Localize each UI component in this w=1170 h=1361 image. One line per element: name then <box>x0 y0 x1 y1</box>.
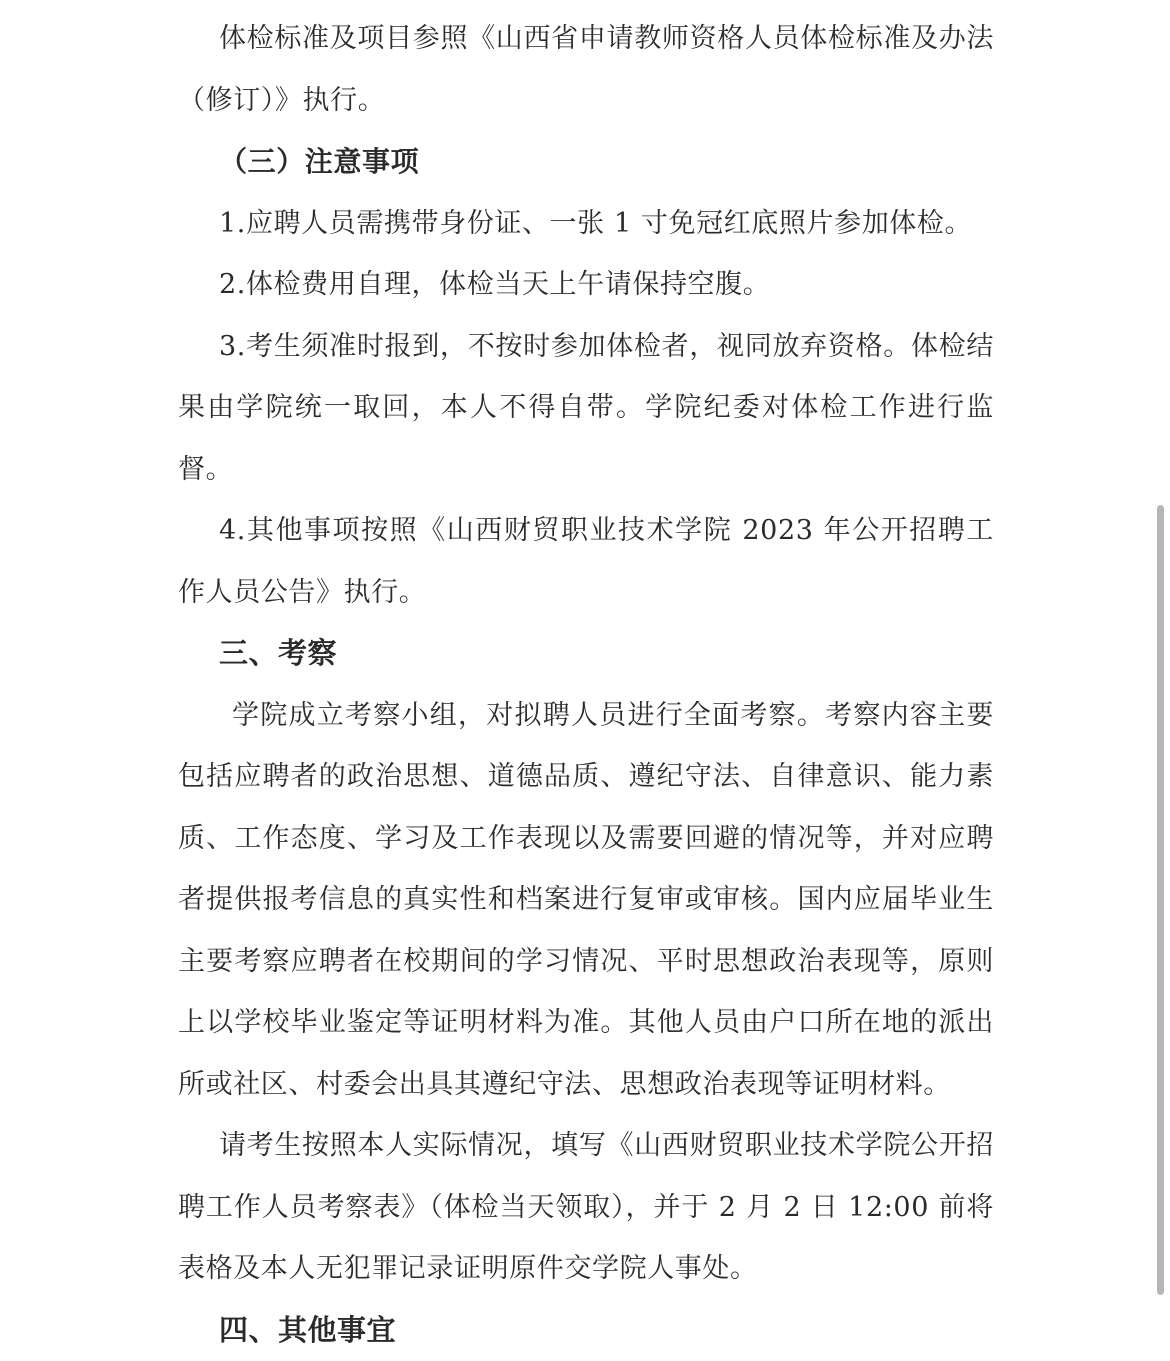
paragraph-inspection-form: 请考生按照本人实际情况，填写《山西财贸职业技术学院公开招聘工作人员考察表》（体检当天领取），并于 2 月 2 日 12:00 前将表格及本人无犯罪记录证明原件交学院人事处。 <box>178 1115 994 1300</box>
paragraph-exam-standard: 体检标准及项目参照《山西省申请教师资格人员体检标准及办法（修订）》执行。 <box>178 8 994 131</box>
note-item-2: 2.体检费用自理，体检当天上午请保持空腹。 <box>178 254 994 316</box>
note-item-4: 4.其他事项按照《山西财贸职业技术学院 2023 年公开招聘工作人员公告》执行。 <box>178 500 994 623</box>
section-heading-notes: （三）注意事项 <box>178 131 994 193</box>
paragraph-inspection: 学院成立考察小组，对拟聘人员进行全面考察。考察内容主要包括应聘者的政治思想、道德品质、遵纪守法、自律意识、能力素质、工作态度、学习及工作表现以及需要回避的情况等，并对应聘者提供报考信息的真实性和档案进行复审或审核。国内应届毕业生主要考察应聘者在校期间的学习情况、平时思想政治表现等，原则上以学校毕业鉴定等证明材料为准。其他人员由户口所在地的派出所或社区、村委会出具其遵纪守法、思想政治表现等证明材料。 <box>178 685 994 1116</box>
note-item-1: 1.应聘人员需携带身份证、一张 1 寸免冠红底照片参加体检。 <box>178 193 994 255</box>
section-heading-other: 四、其他事宜 <box>178 1300 994 1361</box>
section-heading-inspection: 三、考察 <box>178 623 994 685</box>
note-item-3: 3.考生须准时报到，不按时参加体检者，视同放弃资格。体检结果由学院统一取回，本人不得自带。学院纪委对体检工作进行监督。 <box>178 316 994 501</box>
document-body <box>178 8 994 1361</box>
vertical-scrollbar[interactable] <box>1156 0 1166 1295</box>
scrollbar-thumb[interactable] <box>1157 505 1164 1295</box>
